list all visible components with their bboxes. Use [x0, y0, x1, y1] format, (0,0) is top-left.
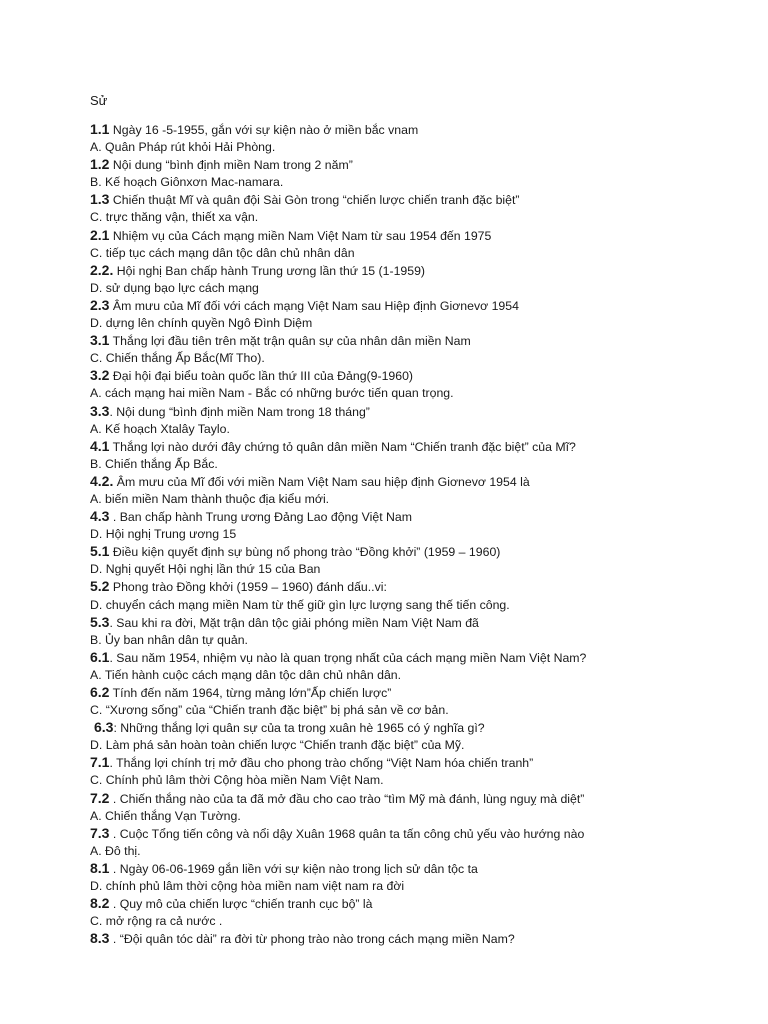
- question-text: . Thắng lợi chính trị mở đầu cho phong trào chống “Việt Nam hóa chiến tranh”: [109, 756, 534, 771]
- question-line: [90, 649, 750, 667]
- question-number: 6.2: [90, 684, 110, 700]
- question-line: [90, 121, 750, 139]
- question-text: . “Đội quân tóc dài” ra đời từ phong trào nào trong cách mạng miền Nam?: [109, 932, 515, 947]
- answer-line: C. Chiến thắng Ấp Bắc(Mĩ Tho).: [90, 351, 265, 366]
- question-line: [90, 332, 750, 350]
- question-number: 4.2.: [90, 472, 114, 489]
- question-number: 5.1: [90, 543, 110, 560]
- answer-line: D. dựng lên chính quyền Ngô Đình Diệm: [90, 316, 313, 331]
- answer-line: C. Chính phủ lâm thời Cộng hòa miền Nam Việt Nam.: [90, 773, 384, 788]
- question-line: [90, 614, 750, 632]
- answer-line: A. Quân Pháp rút khỏi Hải Phòng.: [90, 140, 276, 155]
- question-line: [90, 508, 750, 526]
- question-number: 2.2.: [90, 261, 114, 278]
- question-line: [90, 719, 750, 737]
- question-line: [90, 684, 750, 702]
- question-text: Thắng lợi nào dưới đây chứng tỏ quân dân miền Nam “Chiến tranh đặc biệt” của Mĩ?: [109, 439, 576, 454]
- answer-line: A. biến miền Nam thành thuộc địa kiểu mới.: [90, 491, 330, 506]
- question-text: Chiến thuật Mĩ và quân đội Sài Gòn trong “chiến lược chiến tranh đặc biệt”: [109, 193, 520, 208]
- question-number: 7.2: [90, 789, 110, 806]
- question-number: 2.1: [90, 226, 110, 243]
- question-number: 5.2: [90, 578, 110, 595]
- question-line: [90, 930, 750, 948]
- answer-line: C. mở rộng ra cả nước .: [90, 914, 223, 929]
- question-number: 7.3: [90, 824, 110, 841]
- question-text: . Nội dung “bình định miền Nam trong 18 tháng”: [109, 404, 370, 419]
- answer-line: B. Ủy ban nhân dân tự quản.: [90, 632, 248, 647]
- question-text: Nội dung “bình định miền Nam trong 2 năm”: [109, 158, 353, 173]
- question-number: 6.3: [94, 719, 114, 736]
- answer-line: D. sử dụng bạo lực cách mạng: [90, 280, 259, 295]
- answer-line: A. cách mạng hai miền Nam - Bắc có những bước tiến quan trọng.: [90, 386, 454, 401]
- question-number: 7.1: [90, 754, 110, 771]
- question-line: [90, 297, 750, 315]
- question-line: [90, 227, 750, 245]
- question-text: . Chiến thắng nào của ta đã mở đầu cho cao trào “tìm Mỹ mà đánh, lùng nguỵ mà diệt”: [109, 791, 585, 806]
- question-number: 3.1: [90, 332, 110, 349]
- question-line: [90, 262, 750, 280]
- question-text: Âm mưu của Mĩ đối với miền Nam Việt Nam sau hiệp định Giơnevơ 1954 là: [113, 474, 530, 489]
- question-line: [90, 790, 750, 808]
- answer-line: D. chuyển cách mạng miền Nam từ thế giữ gìn lực lượng sang thế tiến công.: [90, 597, 510, 612]
- question-text: Điều kiện quyết định sự bùng nổ phong trào “Đồng khởi” (1959 – 1960): [109, 545, 501, 560]
- question-text: Đại hội đại biểu toàn quốc lần thứ III của Đảng(9-1960): [109, 369, 414, 384]
- question-line: [90, 156, 750, 174]
- question-text: Nhiệm vụ của Cách mạng miền Nam Việt Nam từ sau 1954 đến 1975: [109, 228, 492, 243]
- question-text: . Sau năm 1954, nhiệm vụ nào là quan trọng nhất của cách mạng miền Nam Việt Nam?: [109, 650, 587, 665]
- question-number: 8.3: [90, 930, 110, 947]
- answer-line: C. “Xương sống” của “Chiến tranh đặc biệt” bị phá sản về cơ bản.: [90, 703, 449, 718]
- question-number: 8.1: [90, 859, 110, 876]
- answer-line: C. tiếp tục cách mạng dân tộc dân chủ nhân dân: [90, 245, 355, 260]
- answer-line: D. Làm phá sản hoàn toàn chiến lược “Chiến tranh đặc biệt” của Mỹ.: [90, 738, 465, 753]
- question-number: 4.1: [90, 437, 110, 454]
- answer-line: B. Kế hoạch Giônxơn Mac-namara.: [90, 175, 284, 190]
- document-title: Sử: [90, 93, 108, 108]
- question-text: : Những thắng lợi quân sự của ta trong xuân hè 1965 có ý nghĩa gì?: [113, 721, 485, 736]
- answer-line: D. Hội nghị Trung ương 15: [90, 527, 237, 542]
- question-text: . Quy mô của chiến lược “chiến tranh cục bộ” là: [109, 897, 373, 912]
- question-line: [90, 438, 750, 456]
- question-number: 1.1: [90, 121, 110, 137]
- question-line: [90, 403, 750, 421]
- question-text: Âm mưu của Mĩ đối với cách mạng Việt Nam sau Hiệp định Giơnevơ 1954: [109, 298, 519, 313]
- question-line: [90, 825, 750, 843]
- answer-line: D. Nghị quyết Hội nghị lần thứ 15 của Ban: [90, 562, 321, 577]
- answer-line: D. chính phủ lâm thời cộng hòa miền nam việt nam ra đời: [90, 879, 405, 894]
- question-text: . Cuộc Tổng tiến công và nổi dậy Xuân 1968 quân ta tấn công chủ yếu vào hướng nào: [109, 826, 585, 841]
- question-line: [90, 578, 750, 596]
- question-number: 1.2: [90, 156, 110, 173]
- question-line: [90, 473, 750, 491]
- question-line: [90, 860, 750, 878]
- question-line: [90, 191, 750, 209]
- question-number: 4.3: [90, 508, 110, 525]
- question-number: 2.3: [90, 296, 110, 313]
- answer-line: A. Đô thị.: [90, 843, 141, 858]
- answer-line: C. trực thăng vận, thiết xa vận.: [90, 210, 259, 225]
- answer-line: A. Kế hoạch Xtalây Taylo.: [90, 421, 230, 436]
- question-text: Tính đến năm 1964, từng mảng lớn”Ấp chiến lược”: [109, 686, 392, 700]
- question-text: Hội nghị Ban chấp hành Trung ương lần thứ 15 (1-1959): [113, 263, 426, 278]
- question-number: 5.3: [90, 613, 110, 630]
- question-text: . Ngày 06-06-1969 gắn liền với sự kiện nào trong lịch sử dân tộc ta: [109, 861, 478, 876]
- answer-line: A. Chiến thắng Vạn Tường.: [90, 808, 241, 823]
- question-text: . Sau khi ra đời, Mặt trận dân tộc giải phóng miền Nam Việt Nam đã: [109, 615, 479, 630]
- question-text: Ngày 16 -5-1955, gắn với sự kiện nào ở miền bắc vnam: [109, 123, 419, 137]
- question-line: [90, 754, 750, 772]
- question-number: 6.1: [90, 648, 110, 665]
- question-number: 3.2: [90, 367, 110, 384]
- question-line: [90, 895, 750, 913]
- question-number: 3.3: [90, 402, 110, 419]
- question-line: [90, 543, 750, 561]
- answer-line: B. Chiến thắng Ấp Bắc.: [90, 456, 218, 471]
- question-text: . Ban chấp hành Trung ương Đảng Lao động Việt Nam: [109, 510, 412, 525]
- question-number: 1.3: [90, 191, 110, 208]
- question-line: [90, 367, 750, 385]
- question-text: Phong trào Đồng khởi (1959 – 1960) đánh dấu..vi:: [109, 580, 387, 595]
- answer-line: A. Tiến hành cuộc cách mạng dân tộc dân chủ nhân dân.: [90, 667, 402, 682]
- question-text: Thắng lợi đầu tiên trên mặt trận quân sự của nhân dân miền Nam: [109, 334, 471, 349]
- question-number: 8.2: [90, 895, 110, 912]
- document-page: [90, 92, 750, 948]
